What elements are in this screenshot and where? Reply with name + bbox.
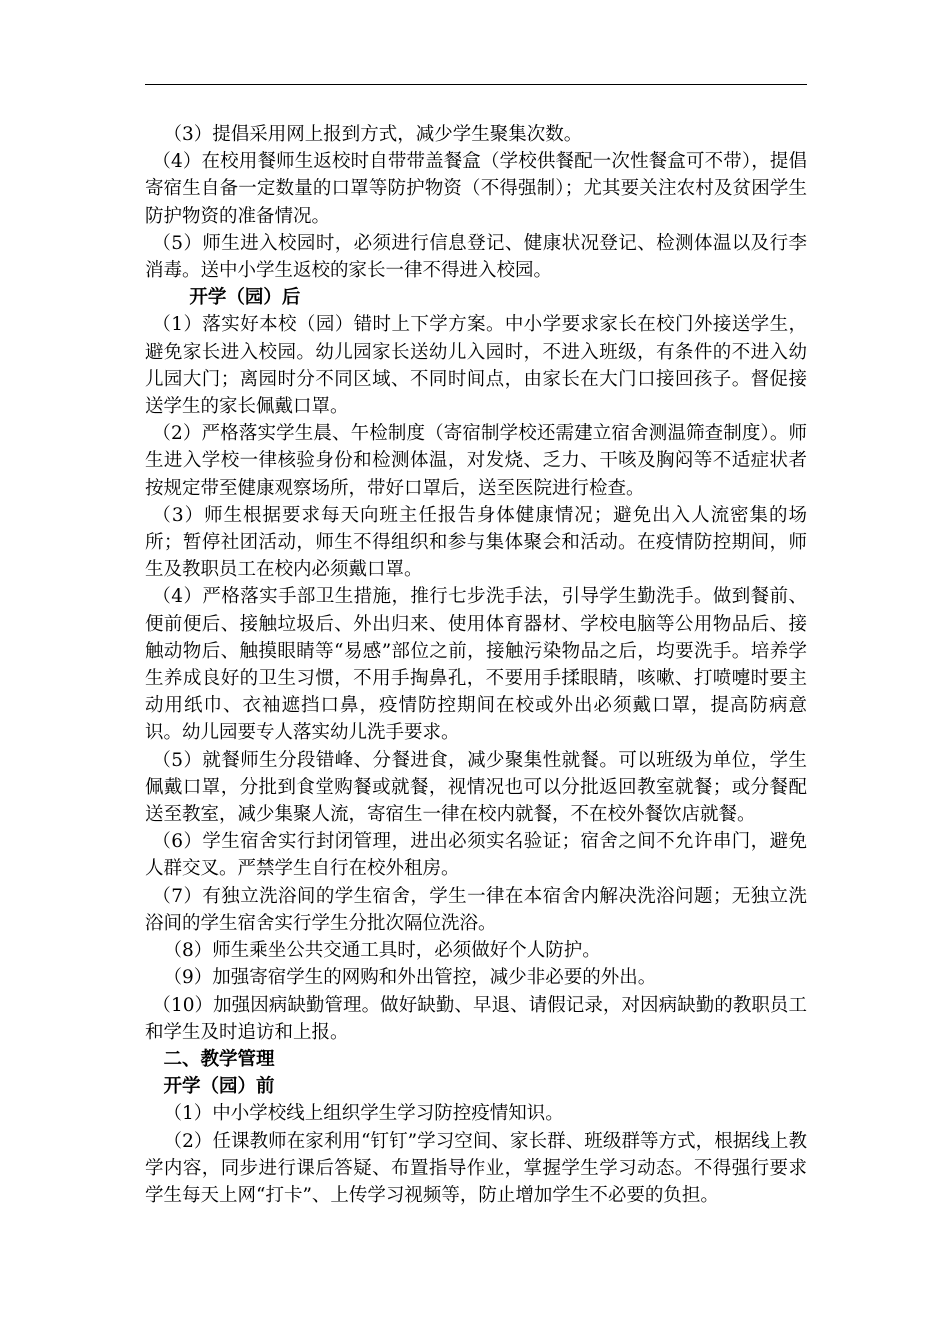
paragraph: （2）严格落实学生晨、午检制度（寄宿制学校还需建立宿舍测温筛查制度）。师生进入学校一律核验身份和检测体温，对发烧、乏力、干咳及胸闷等不适症状者按规定带至健康观察场所，带好口罩后，送至医院进行检查。: [145, 423, 807, 499]
paragraph: （4）严格落实手部卫生措施，推行七步洗手法，引导学生勤洗手。做到餐前、便前便后、接触垃圾后、外出归来、使用体育器材、学校电脑等公用物品后、接触动物后、触摸眼睛等“易感”部位之前，接触污染物品之后，均要洗手。培养学生养成良好的卫生习惯，不用手掏鼻孔，不要用手揉眼睛，咳嗽、打喷嚏时要主动用纸巾、衣袖遮挡口鼻，疫情防控期间在校或外出必须戴口罩，提高防病意识。幼儿园要专人落实幼儿洗手要求。: [145, 586, 807, 744]
paragraph: （2）任课教师在家利用“钉钉”学习空间、家长群、班级群等方式，根据线上教学内容，同步进行课后答疑、布置指导作业，掌握学生学习动态。不得强行要求学生每天上网“打卡”、上传学习视频等，防止增加学生不必要的负担。: [145, 1130, 807, 1206]
section-subheading: 开学（园）后: [189, 287, 301, 309]
paragraph: （6）学生宿舍实行封闭管理，进出必须实名验证；宿舍之间不允许串门，避免人群交叉。严禁学生自行在校外租房。: [145, 831, 807, 880]
paragraph: （1）落实好本校（园）错时上下学方案。中小学要求家长在校门外接送学生，避免家长进入校园。幼儿园家长送幼儿入园时，不进入班级，有条件的不进入幼儿园大门；离园时分不同区域、不同时间点，由家长在大门口接回孩子。督促接送学生的家长佩戴口罩。: [145, 314, 807, 418]
paragraph: （7）有独立洗浴间的学生宿舍，学生一律在本宿舍内解决洗浴问题；无独立洗浴间的学生宿舍实行学生分批次隔位洗浴。: [145, 885, 807, 934]
document-body: [145, 121, 807, 1209]
paragraph: （10）加强因病缺勤管理。做好缺勤、早退、请假记录，对因病缺勤的教职员工和学生及时追访和上报。: [145, 994, 807, 1043]
paragraph: （1）中小学校线上组织学生学习防控疫情知识。: [163, 1103, 564, 1125]
paragraph: （9）加强寄宿学生的网购和外出管控，减少非必要的外出。: [163, 967, 657, 989]
paragraph: （8）师生乘坐公共交通工具时，必须做好个人防护。: [163, 940, 601, 962]
paragraph: （3）师生根据要求每天向班主任报告身体健康情况；避免出入人流密集的场所；暂停社团活动，师生不得组织和参与集体聚会和活动。在疫情防控期间，师生及教职员工在校内必须戴口罩。: [145, 504, 807, 581]
section-subheading: 开学（园）前: [163, 1076, 275, 1098]
paragraph: （4）在校用餐师生返校时自带带盖餐盒（学校供餐配一次性餐盒可不带），提倡寄宿生自备一定数量的口罩等防护物资（不得强制）；尤其要关注农村及贫困学生防护物资的准备情况。: [145, 151, 807, 227]
header-rule: [145, 84, 807, 85]
paragraph: （3）提倡采用网上报到方式，减少学生聚集次数。: [163, 124, 583, 145]
section-heading: 二、教学管理: [163, 1048, 275, 1070]
paragraph: （5）就餐师生分段错峰、分餐进食，减少聚集性就餐。可以班级为单位，学生佩戴口罩，分批到食堂购餐或就餐，视情况也可以分批返回教室就餐；或分餐配送至教室，减少集聚人流，寄宿生一律在校内就餐，不在校外餐饮店就餐。: [145, 749, 807, 826]
paragraph: （5）师生进入校园时，必须进行信息登记、健康状况登记、检测体温以及行李消毒。送中小学生返校的家长一律不得进入校园。: [145, 232, 807, 282]
